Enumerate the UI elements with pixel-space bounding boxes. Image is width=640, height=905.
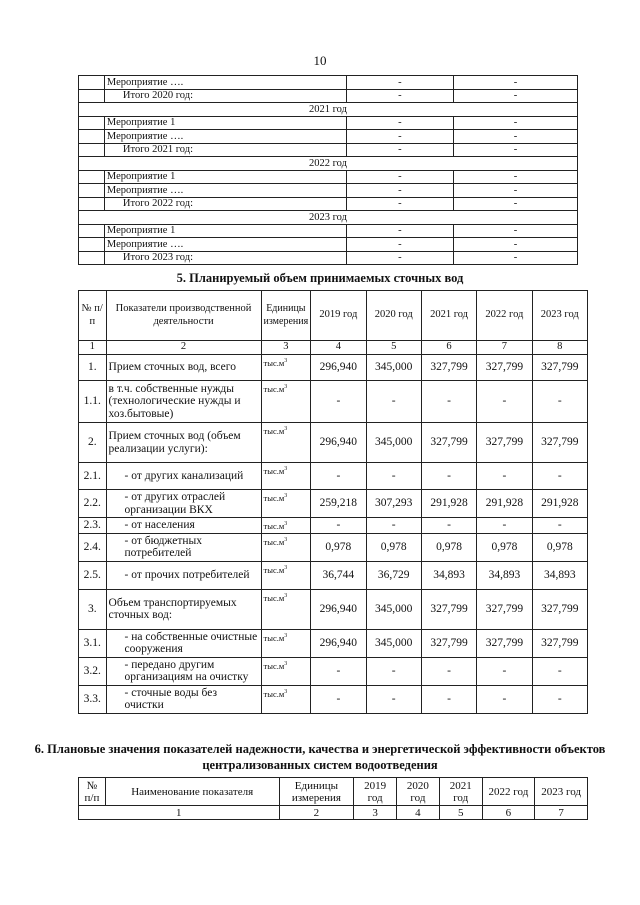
value-cell: 36,729 xyxy=(366,561,421,589)
section-5-title: 5. Планируемый объем принимаемых сточных вод xyxy=(176,271,464,285)
table-row xyxy=(79,184,578,198)
value-cell: - xyxy=(366,657,421,685)
value-cell: 327,799 xyxy=(477,629,532,657)
value-cell: 327,799 xyxy=(421,423,476,463)
header-cell: 2021 год xyxy=(421,291,476,341)
value-cell: - xyxy=(532,463,587,490)
value-cell: 327,799 xyxy=(532,629,587,657)
value-cell: - xyxy=(311,518,366,534)
total-label: Итого 2020 год: xyxy=(104,89,346,103)
events-table xyxy=(78,75,578,265)
column-number: 6 xyxy=(482,806,535,820)
value-cell: - xyxy=(453,116,577,130)
indicator-name: - от других отраслей организации ВКХ xyxy=(106,490,261,518)
value-cell: - xyxy=(346,184,453,198)
unit-cell xyxy=(261,533,311,561)
header-cell: № п/п xyxy=(79,291,107,341)
value-cell: 34,893 xyxy=(421,561,476,589)
value-cell: - xyxy=(346,89,453,103)
value-cell: - xyxy=(366,463,421,490)
table-row xyxy=(79,423,588,463)
empty-cell xyxy=(79,251,105,265)
value-cell: 0,978 xyxy=(421,533,476,561)
column-number: 1 xyxy=(79,341,107,355)
value-cell: 296,940 xyxy=(311,589,366,629)
column-number: 7 xyxy=(477,341,532,355)
row-number: 3.2. xyxy=(79,657,107,685)
unit-text: тыс.м xyxy=(263,426,285,436)
unit-cell xyxy=(261,518,311,534)
unit-cell xyxy=(261,463,311,490)
unit-text: тыс.м xyxy=(263,688,285,699)
row-number: 3.1. xyxy=(79,629,107,657)
column-number-row xyxy=(79,341,588,355)
table-row xyxy=(79,103,578,117)
indicator-name: - от населения xyxy=(106,518,261,534)
row-number: 2.5. xyxy=(79,561,107,589)
value-cell: 327,799 xyxy=(477,589,532,629)
table-row xyxy=(79,116,578,130)
table-row xyxy=(79,518,588,534)
unit-superscript: 3 xyxy=(284,660,288,667)
table-row xyxy=(79,381,588,423)
value-cell: - xyxy=(421,463,476,490)
table-row xyxy=(79,170,578,184)
total-label: Итого 2021 год: xyxy=(104,143,346,157)
unit-superscript: 3 xyxy=(284,536,288,543)
value-cell: - xyxy=(453,130,577,144)
value-cell: - xyxy=(453,89,577,103)
header-cell: Показатели производственной деятельности xyxy=(106,291,261,341)
indicator-name: Объем транспортируемых сточных вод: xyxy=(106,589,261,629)
value-cell: 327,799 xyxy=(477,423,532,463)
event-name: Мероприятие …. xyxy=(104,184,346,198)
value-cell: - xyxy=(311,381,366,423)
value-cell: 296,940 xyxy=(311,423,366,463)
unit-superscript: 3 xyxy=(284,632,288,639)
header-cell: 2019 год xyxy=(311,291,366,341)
header-cell: 2021 год xyxy=(439,778,482,806)
unit-cell xyxy=(261,423,311,463)
indicator-name: - на собственные очистные сооружения xyxy=(106,629,261,657)
value-cell: 345,000 xyxy=(366,629,421,657)
value-cell: 296,940 xyxy=(311,629,366,657)
value-cell: 327,799 xyxy=(532,423,587,463)
column-number: 3 xyxy=(354,806,397,820)
unit-cell xyxy=(261,657,311,685)
value-cell: 291,928 xyxy=(477,490,532,518)
value-cell: - xyxy=(453,197,577,211)
unit-cell xyxy=(261,629,311,657)
table-row xyxy=(79,685,588,713)
unit-superscript: 3 xyxy=(284,466,288,473)
value-cell: 327,799 xyxy=(421,355,476,381)
table-row xyxy=(79,238,578,252)
value-cell: - xyxy=(346,197,453,211)
value-cell: 327,799 xyxy=(477,355,532,381)
unit-text: тыс.м xyxy=(263,493,285,503)
value-cell: 34,893 xyxy=(477,561,532,589)
value-cell: 36,744 xyxy=(311,561,366,589)
unit-text: тыс.м xyxy=(263,660,285,671)
value-cell: - xyxy=(532,518,587,534)
value-cell: 259,218 xyxy=(311,490,366,518)
table-row xyxy=(79,251,578,265)
header-cell: 2022 год xyxy=(477,291,532,341)
empty-cell xyxy=(79,89,105,103)
column-number: 2 xyxy=(279,806,354,820)
header-cell: 2023 год xyxy=(532,291,587,341)
table-row xyxy=(79,533,588,561)
column-number: 1 xyxy=(79,806,280,820)
value-cell: - xyxy=(311,463,366,490)
row-number: 3. xyxy=(79,589,107,629)
value-cell: - xyxy=(366,381,421,423)
section-6-title: 6. Плановые значения показателей надежности, качества и энергетической эффективности объектов централизованных систем водоотведения xyxy=(34,742,606,772)
row-number: 2.3. xyxy=(79,518,107,534)
value-cell: - xyxy=(453,76,577,90)
event-name: Мероприятие 1 xyxy=(104,116,346,130)
row-number: 2.2. xyxy=(79,490,107,518)
value-cell: - xyxy=(366,685,421,713)
value-cell: - xyxy=(453,238,577,252)
header-cell: Наименование показателя xyxy=(105,778,279,806)
value-cell: 296,940 xyxy=(311,355,366,381)
value-cell: - xyxy=(346,76,453,90)
unit-superscript: 3 xyxy=(284,493,288,500)
unit-text: тыс.м xyxy=(263,358,285,368)
indicator-name: в т.ч. собственные нужды (технологические нужды и хоз.бытовые) xyxy=(106,381,261,423)
year-heading: 2021 год xyxy=(79,103,578,117)
value-cell: - xyxy=(346,238,453,252)
unit-cell xyxy=(261,381,311,423)
unit-text: тыс.м xyxy=(263,564,285,575)
unit-cell xyxy=(261,589,311,629)
unit-text: тыс.м xyxy=(263,632,285,643)
empty-cell xyxy=(79,143,105,157)
empty-cell xyxy=(79,130,105,144)
value-cell: 0,978 xyxy=(477,533,532,561)
column-number: 2 xyxy=(106,341,261,355)
indicator-name: - передано другим организациям на очистку xyxy=(106,657,261,685)
value-cell: - xyxy=(453,170,577,184)
event-name: Мероприятие 1 xyxy=(104,224,346,238)
empty-cell xyxy=(79,224,105,238)
column-number: 6 xyxy=(421,341,476,355)
value-cell: 327,799 xyxy=(532,355,587,381)
year-heading: 2022 год xyxy=(79,157,578,171)
event-name: Мероприятие …. xyxy=(104,76,346,90)
indicator-name: - от прочих потребителей xyxy=(106,561,261,589)
unit-text: тыс.м xyxy=(263,536,285,547)
table-header-row xyxy=(79,778,588,806)
table-row xyxy=(79,130,578,144)
value-cell: - xyxy=(477,685,532,713)
value-cell: - xyxy=(421,518,476,534)
value-cell: - xyxy=(453,224,577,238)
value-cell: - xyxy=(346,143,453,157)
empty-cell xyxy=(79,76,105,90)
table-row xyxy=(79,490,588,518)
header-cell: 2019 год xyxy=(354,778,397,806)
table-row xyxy=(79,211,578,225)
value-cell: 0,978 xyxy=(311,533,366,561)
value-cell: 327,799 xyxy=(421,589,476,629)
table-row xyxy=(79,224,578,238)
total-label: Итого 2023 год: xyxy=(104,251,346,265)
unit-text: тыс.м xyxy=(263,592,285,603)
empty-cell xyxy=(79,184,105,198)
header-cell: № п/п xyxy=(79,778,106,806)
unit-cell xyxy=(261,490,311,518)
table-row xyxy=(79,657,588,685)
unit-superscript: 3 xyxy=(284,384,288,391)
unit-superscript: 3 xyxy=(284,358,288,365)
value-cell: - xyxy=(346,251,453,265)
empty-cell xyxy=(79,116,105,130)
header-cell: 2023 год xyxy=(535,778,588,806)
value-cell: - xyxy=(311,685,366,713)
year-heading: 2023 год xyxy=(79,211,578,225)
value-cell: 345,000 xyxy=(366,423,421,463)
header-cell: 2022 год xyxy=(482,778,535,806)
total-label: Итого 2022 год: xyxy=(104,197,346,211)
row-number: 2. xyxy=(79,423,107,463)
empty-cell xyxy=(79,238,105,252)
header-cell: 2020 год xyxy=(366,291,421,341)
value-cell: - xyxy=(532,685,587,713)
table-row xyxy=(79,89,578,103)
value-cell: 345,000 xyxy=(366,355,421,381)
value-cell: - xyxy=(532,657,587,685)
table-row xyxy=(79,76,578,90)
value-cell: - xyxy=(477,463,532,490)
table-row xyxy=(79,561,588,589)
value-cell: 291,928 xyxy=(532,490,587,518)
header-cell: Единицы измерения xyxy=(261,291,311,341)
indicator-name: Прием сточных вод (объем реализации услуги): xyxy=(106,423,261,463)
empty-cell xyxy=(79,197,105,211)
unit-superscript: 3 xyxy=(284,688,288,695)
column-number: 4 xyxy=(397,806,440,820)
value-cell: - xyxy=(477,381,532,423)
row-number: 1. xyxy=(79,355,107,381)
value-cell: 307,293 xyxy=(366,490,421,518)
value-cell: 0,978 xyxy=(366,533,421,561)
table-header-row xyxy=(79,291,588,341)
unit-superscript: 3 xyxy=(284,564,288,571)
event-name: Мероприятие 1 xyxy=(104,170,346,184)
empty-cell xyxy=(79,170,105,184)
unit-text: тыс.м xyxy=(263,521,285,531)
value-cell: - xyxy=(346,170,453,184)
value-cell: - xyxy=(453,143,577,157)
value-cell: - xyxy=(477,657,532,685)
unit-text: тыс.м xyxy=(263,384,285,394)
wastewater-volume-table xyxy=(78,290,588,714)
column-number-row xyxy=(79,806,588,820)
table-row xyxy=(79,157,578,171)
indicators-table xyxy=(78,777,588,820)
value-cell: 291,928 xyxy=(421,490,476,518)
value-cell: - xyxy=(421,657,476,685)
value-cell: - xyxy=(311,657,366,685)
header-cell: 2020 год xyxy=(397,778,440,806)
value-cell: 327,799 xyxy=(421,629,476,657)
column-number: 3 xyxy=(261,341,311,355)
value-cell: - xyxy=(421,381,476,423)
unit-superscript: 3 xyxy=(284,521,288,528)
indicator-name: - от бюджетных потребителей xyxy=(106,533,261,561)
value-cell: - xyxy=(453,251,577,265)
column-number: 5 xyxy=(439,806,482,820)
value-cell: - xyxy=(421,685,476,713)
page-number: 10 xyxy=(313,53,327,68)
value-cell: 34,893 xyxy=(532,561,587,589)
unit-cell xyxy=(261,355,311,381)
unit-superscript: 3 xyxy=(284,592,288,599)
value-cell: - xyxy=(366,518,421,534)
row-number: 2.1. xyxy=(79,463,107,490)
table-row xyxy=(79,197,578,211)
table-row xyxy=(79,355,588,381)
event-name: Мероприятие …. xyxy=(104,238,346,252)
value-cell: - xyxy=(346,224,453,238)
row-number: 3.3. xyxy=(79,685,107,713)
indicator-name: Прием сточных вод, всего xyxy=(106,355,261,381)
column-number: 5 xyxy=(366,341,421,355)
unit-text: тыс.м xyxy=(263,466,285,476)
column-number: 8 xyxy=(532,341,587,355)
column-number: 7 xyxy=(535,806,588,820)
value-cell: - xyxy=(346,116,453,130)
value-cell: - xyxy=(346,130,453,144)
value-cell: 345,000 xyxy=(366,589,421,629)
table-row xyxy=(79,143,578,157)
unit-superscript: 3 xyxy=(284,426,288,433)
row-number: 2.4. xyxy=(79,533,107,561)
table-row xyxy=(79,629,588,657)
table-row xyxy=(79,589,588,629)
indicator-name: - от других канализаций xyxy=(106,463,261,490)
unit-cell xyxy=(261,561,311,589)
value-cell: 0,978 xyxy=(532,533,587,561)
value-cell: 327,799 xyxy=(532,589,587,629)
event-name: Мероприятие …. xyxy=(104,130,346,144)
row-number: 1.1. xyxy=(79,381,107,423)
table-row xyxy=(79,463,588,490)
indicator-name: - сточные воды без очистки xyxy=(106,685,261,713)
column-number: 4 xyxy=(311,341,366,355)
unit-cell xyxy=(261,685,311,713)
value-cell: - xyxy=(477,518,532,534)
value-cell: - xyxy=(453,184,577,198)
header-cell: Единицы измерения xyxy=(279,778,354,806)
value-cell: - xyxy=(532,381,587,423)
